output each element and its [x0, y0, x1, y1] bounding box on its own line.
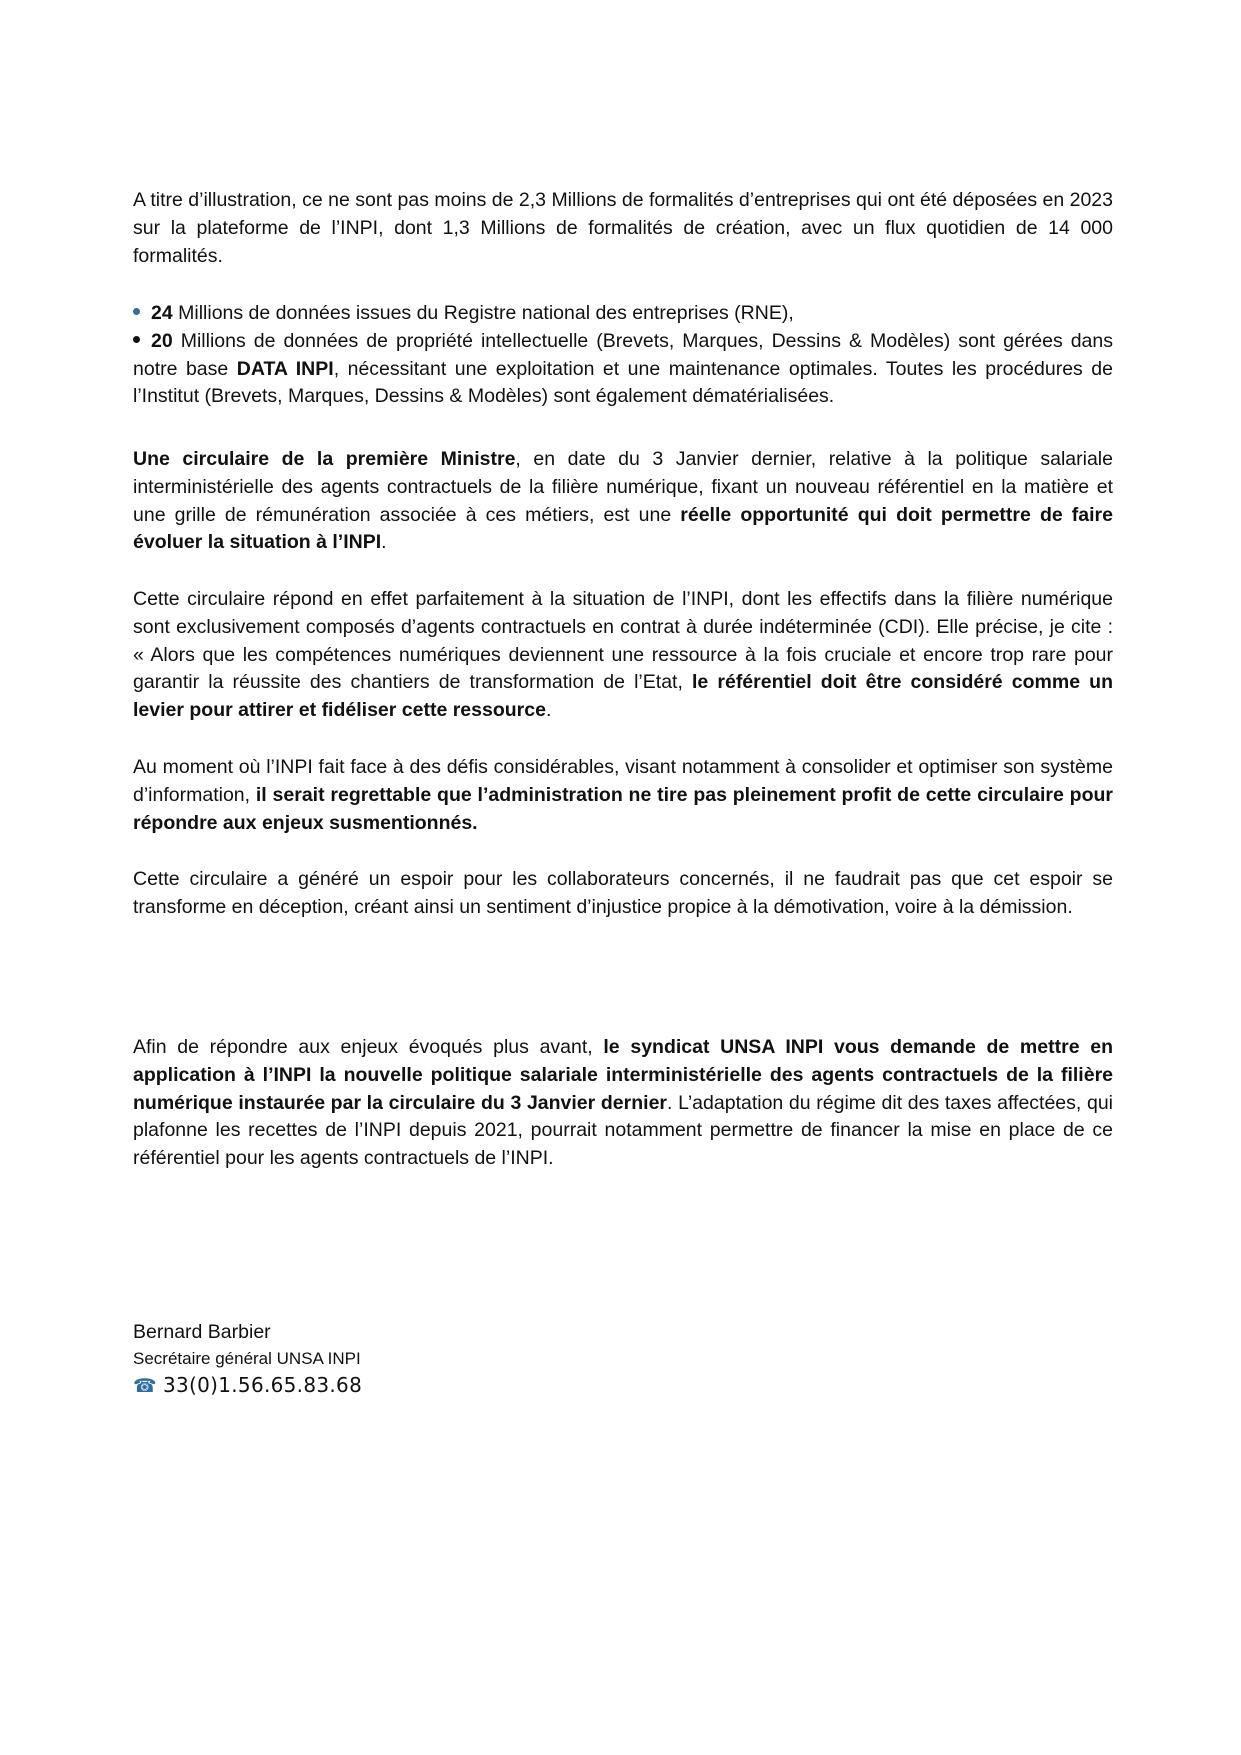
espoir-paragraph: Cette circulaire a généré un espoir pour les collaborateurs concernés, il ne faudrait pas que cet espoir se transforme en déception, créant ainsi un sentiment d’injustice propice à la démotivation, voire à la démission. — [133, 868, 1113, 918]
circulaire-paragraph: Une circulaire de la première Ministre, en date du 3 Janvier dernier, relative à la politique salariale interministérielle des agents contractuels de la filière numérique, fixant un nouveau référentiel en la matière et une grille de rémunération associée à ces métiers, est une réelle opportunité qui doit permettre de faire évoluer la situation à l’INPI. — [133, 448, 1113, 554]
phone-line — [133, 1372, 633, 1399]
phone-number: 33(0)1.56.65.83.68 — [162, 1373, 363, 1397]
cette-circulaire-paragraph: Cette circulaire répond en effet parfaitement à la situation de l’INPI, dont les effectifs dans la filière numérique sont exclusivement composés d’agents contractuels en contrat à durée indéterminée (CDI). Elle précise, je cite : « Alors que les compétences numériques deviennent une ressource à la fois cruciale et encore trop rare pour garantir la réussite des chantiers de transformation de l’Etat, le référentiel doit être considéré comme un levier pour attirer et fidéliser cette ressource. — [133, 588, 1113, 722]
bullet-dot-icon — [133, 336, 140, 343]
signatory-name: Bernard Barbier — [133, 1321, 271, 1343]
au-moment-paragraph: Au moment où l’INPI fait face à des défis considérables, visant notamment à consolider et optimiser son système d’information, il serait regrettable que l’administration ne tire pas pleinement profit de cette circulaire pour répondre aux enjeux susmentionnés. — [133, 756, 1113, 834]
signature-block — [133, 1318, 633, 1399]
signatory-title: Secrétaire général UNSA INPI — [133, 1349, 361, 1368]
bullet-item-rne: 24 Millions de données issues du Registre national des entreprises (RNE), — [133, 300, 1113, 328]
bullet-list — [133, 300, 1113, 411]
intro-paragraph: A titre d’illustration, ce ne sont pas moins de 2,3 Millions de formalités d’entreprises qui ont été déposées en 2023 sur la plateforme de l’INPI, dont 1,3 Millions de formalités de création, avec un flux quotidien de 14 000 formalités. — [133, 189, 1113, 267]
bullet-item-pi: 20 Millions de données de propriété intellectuelle (Brevets, Marques, Dessins & Modèles) sont gérées dans notre base DATA INPI, nécessitant une exploitation et une maintenance optimales. Toutes les procédures de l’Institut (Brevets, Marques, Dessins & Modèles) sont également dématérialisées. — [133, 329, 1113, 408]
demande-paragraph: Afin de répondre aux enjeux évoqués plus avant, le syndicat UNSA INPI vous demande de mettre en application à l’INPI la nouvelle politique salariale interministérielle des agents contractuels de la filière numérique instaurée par la circulaire du 3 Janvier dernier. L’adaptation du régime dit des taxes affectées, qui plafonne les recettes de l’INPI depuis 2021, pourrait notamment permettre de financer la mise en place de ce référentiel pour les agents contractuels de l’INPI. — [133, 1036, 1113, 1170]
bullet-dot-icon — [133, 308, 140, 315]
phone-icon: ☎ — [133, 1375, 157, 1397]
